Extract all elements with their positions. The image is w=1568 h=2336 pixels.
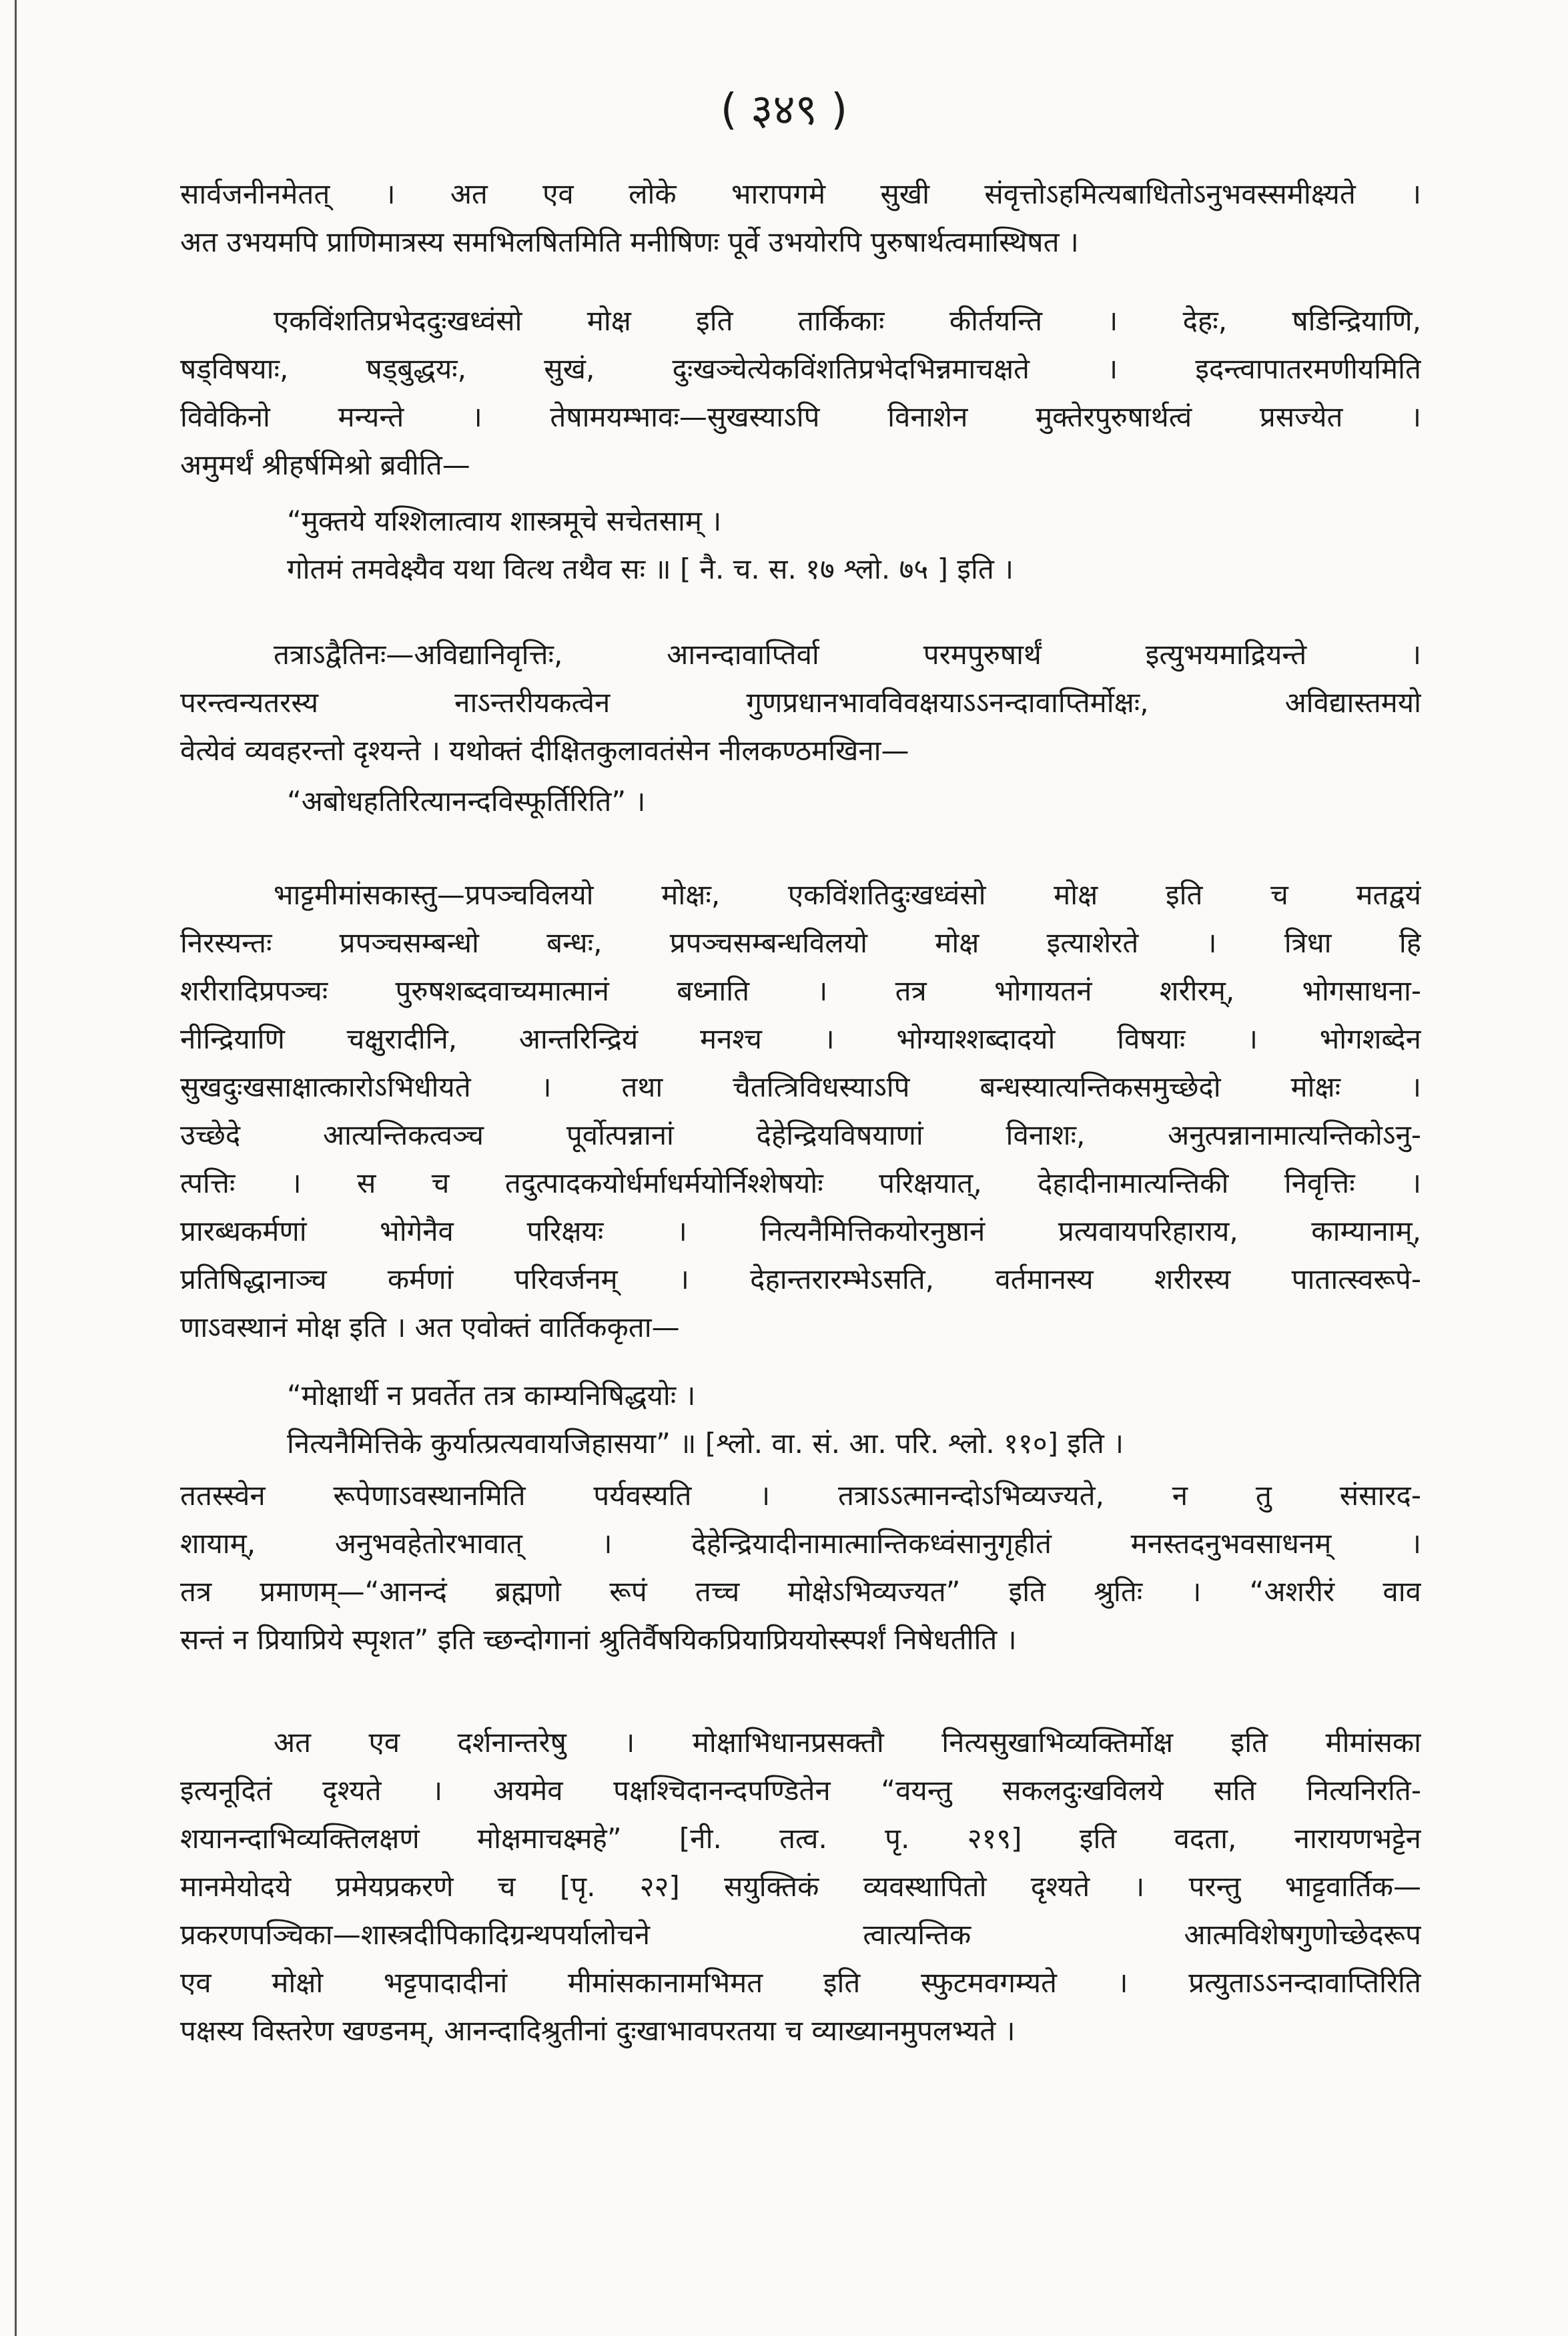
text-line: शरीरादिप्रपञ्चः पुरुषशब्दवाच्यमात्मानं बध्नाति । तत्र भोगायतनं शरीरम्, भोगसाधना- xyxy=(180,974,1421,1007)
text-line: त्पत्तिः । स च तदुत्पादकयोर्धर्माधर्मयोर्निश्शेषयोः परिक्षयात्, देहादीनामात्यन्तिकी निवृत्तिः । xyxy=(180,1167,1421,1199)
verse-line: नित्यनैमित्तिके कुर्यात्प्रत्यवायजिहासया” ॥ [श्लो. वा. सं. आ. परि. श्लो. ११०] इति । xyxy=(287,1427,1124,1460)
verse-quote-naishadha xyxy=(180,497,1421,593)
text-line: मानमेयोदये प्रमेयप्रकरणे च [पृ. २२] सयुक्तिकं व्यवस्थापितो दृश्यते । परन्तु भाट्टवार्तिक— xyxy=(180,1870,1421,1903)
text-line: विवेकिनो मन्यन्ते । तेषामयम्भावः—सुखस्याऽपि विनाशेन मुक्तेरपुरुषार्थत्वं प्रसज्येत । xyxy=(180,400,1421,433)
text-line: अत एव दर्शनान्तरेषु । मोक्षाभिधानप्रसक्तौ नित्यसुखाभिव्यक्तिर्मोक्ष इति मीमांसका xyxy=(274,1726,1421,1759)
text-line: प्रारब्धकर्मणां भोगेनैव परिक्षयः । नित्यनैमित्तिकयोरनुष्ठानं प्रत्यवायपरिहाराय, काम्यानाम्, xyxy=(180,1215,1421,1247)
binding-edge-line xyxy=(15,0,17,2336)
text-line: एकविंशतिप्रभेददुःखध्वंसो मोक्ष इति तार्किकाः कीर्तयन्ति । देहः, षडिन्द्रियाणि, xyxy=(274,304,1421,337)
text-line: नीन्द्रियाणि चक्षुरादीनि, आन्तरिन्द्रियं मनश्च । भोग्याश्शब्दादयो विषयाः । भोगशब्देन xyxy=(180,1023,1421,1055)
text-line: परन्त्वन्यतरस्य नाऽन्तरीयकत्वेन गुणप्रधानभावविवक्षयाऽऽनन्दावाप्तिर्मोक्षः, अविद्यास्तमयो xyxy=(180,686,1421,719)
text-line: इत्यनूदितं दृश्यते । अयमेव पक्षश्चिदानन्दपण्डितेन “वयन्तु सकलदुःखविलये सति नित्यनिरति- xyxy=(180,1774,1421,1807)
text-line: षड्विषयाः, षड्बुद्धयः, सुखं, दुःखञ्चेत्येकविंशतिप्रभेदभिन्नमाचक्षते । इदन्त्वापातरमणीयमिति xyxy=(180,352,1421,385)
quote-abodhahati xyxy=(180,778,1421,826)
text-line: ततस्स्वेन रूपेणाऽवस्थानमिति पर्यवस्यति । तत्राऽऽत्मानन्दोऽभिव्यज्यते, न तु संसारद- xyxy=(180,1479,1421,1512)
verse-line: “मोक्षार्थी न प्रवर्तेत तत्र काम्यनिषिद्धयोः । xyxy=(287,1379,696,1412)
verse-line: गोतमं तमवेक्ष्यैव यथा वित्थ तथैव सः ॥ [ नै. च. स. १७ श्लो. ७५ ] इति । xyxy=(287,553,1014,585)
text-line: पक्षस्य विस्तरेण खण्डनम्, आनन्दादिश्रुतीनां दुःखाभावपरतया च व्याख्यानमुपलभ्यते । xyxy=(180,2014,1016,2047)
text-line: शायाम्, अनुभवहेतोरभावात् । देहेन्द्रियादीनामात्मान्तिकध्वंसानुगृहीतं मनस्तदनुभवसाधनम् । xyxy=(180,1527,1421,1560)
paragraph-bhatta-mimamsa xyxy=(180,871,1421,1352)
paragraph-tarkika xyxy=(180,297,1421,489)
verse-quote-varttika xyxy=(180,1372,1421,1468)
paragraph-advaita xyxy=(180,631,1421,775)
paragraph-svarupa-avasthana xyxy=(180,1472,1421,1664)
text-line: उच्छेदे आत्यन्तिकत्वञ्च पूर्वोत्पन्नानां देहेन्द्रियविषयाणां विनाशः, अनुत्पन्नानामात्यन्तिकोऽनु- xyxy=(180,1119,1421,1151)
text-line: निरस्यन्तः प्रपञ्चसम्बन्धो बन्धः, प्रपञ्चसम्बन्धविलयो मोक्ष इत्याशेरते । त्रिधा हि xyxy=(180,926,1421,959)
text-line: णाऽवस्थानं मोक्ष इति । अत एवोक्तं वार्तिककृता— xyxy=(180,1311,680,1344)
text-line: एव मोक्षो भट्टपादादीनां मीमांसकानामभिमत इति स्फुटमवगम्यते । प्रत्युताऽऽनन्दावाप्तिरिति xyxy=(180,1966,1421,1999)
text-line: अत उभयमपि प्राणिमात्रस्य समभिलषितमिति मनीषिणः पूर्वे उभयोरपि पुरुषार्थत्वमास्थिषत । xyxy=(180,226,1079,258)
verse-line: “अबोधहतिरित्यानन्दविस्फूर्तिरिति” । xyxy=(287,785,646,818)
text-line: सार्वजनीनमेतत् । अत एव लोके भारापगमे सुखी संवृत्तोऽहमित्यबाधितोऽनुभवस्समीक्ष्यते । xyxy=(180,178,1421,210)
text-line: प्रकरणपञ्चिका—शास्त्रदीपिकादिग्रन्थपर्यालोचने त्वात्यन्तिक आत्मविशेषगुणोच्छेदरूप xyxy=(180,1918,1421,1951)
text-line: प्रतिषिद्धानाञ्च कर्मणां परिवर्जनम् । देहान्तरारम्भेऽसति, वर्तमानस्य शरीरस्य पातात्स्वरूपे- xyxy=(180,1263,1421,1295)
text-line: सुखदुःखसाक्षात्कारोऽभिधीयते । तथा चैतत्त्रिविधस्याऽपि बन्धस्यात्यन्तिकसमुच्छेदो मोक्षः । xyxy=(180,1071,1421,1103)
text-line: शयानन्दाभिव्यक्तिलक्षणं मोक्षमाचक्ष्महे” [नी. तत्व. पृ. २१९] इति वदता, नारायणभट्टेन xyxy=(180,1822,1421,1855)
text-line: तत्र प्रमाणम्—“आनन्दं ब्रह्मणो रूपं तच्च मोक्षेऽभिव्यज्यत” इति श्रुतिः । “अशरीरं वाव xyxy=(180,1575,1421,1608)
verse-line: “मुक्तये यश्शिलात्वाय शास्त्रमूचे सचेतसाम् । xyxy=(287,505,722,537)
paragraph-darshanantara xyxy=(180,1719,1421,2055)
text-line: भाट्टमीमांसकास्तु—प्रपञ्चविलयो मोक्षः, एकविंशतिदुःखध्वंसो मोक्ष इति च मतद्वयं xyxy=(274,878,1421,911)
text-line: तत्राऽद्वैतिनः—अविद्यानिवृत्तिः, आनन्दावाप्तिर्वा परमपुरुषार्थं इत्युभयमाद्रियन्ते । xyxy=(274,638,1421,671)
text-line: सन्तं न प्रियाप्रिये स्पृशत” इति च्छन्दोगानां श्रुतिर्वैषयिकप्रियाप्रिययोस्स्पर्शं निषेधतीति । xyxy=(180,1623,1017,1656)
text-line: अमुमर्थं श्रीहर्षमिश्रो ब्रवीति— xyxy=(180,449,470,481)
page-number: ( ३४९ ) xyxy=(720,85,848,135)
paragraph-continuation xyxy=(180,170,1421,266)
text-line: वेत्येवं व्यवहरन्तो दृश्यन्ते । यथोक्तं दीक्षितकुलावतंसेन नीलकण्ठमखिना— xyxy=(180,734,909,767)
